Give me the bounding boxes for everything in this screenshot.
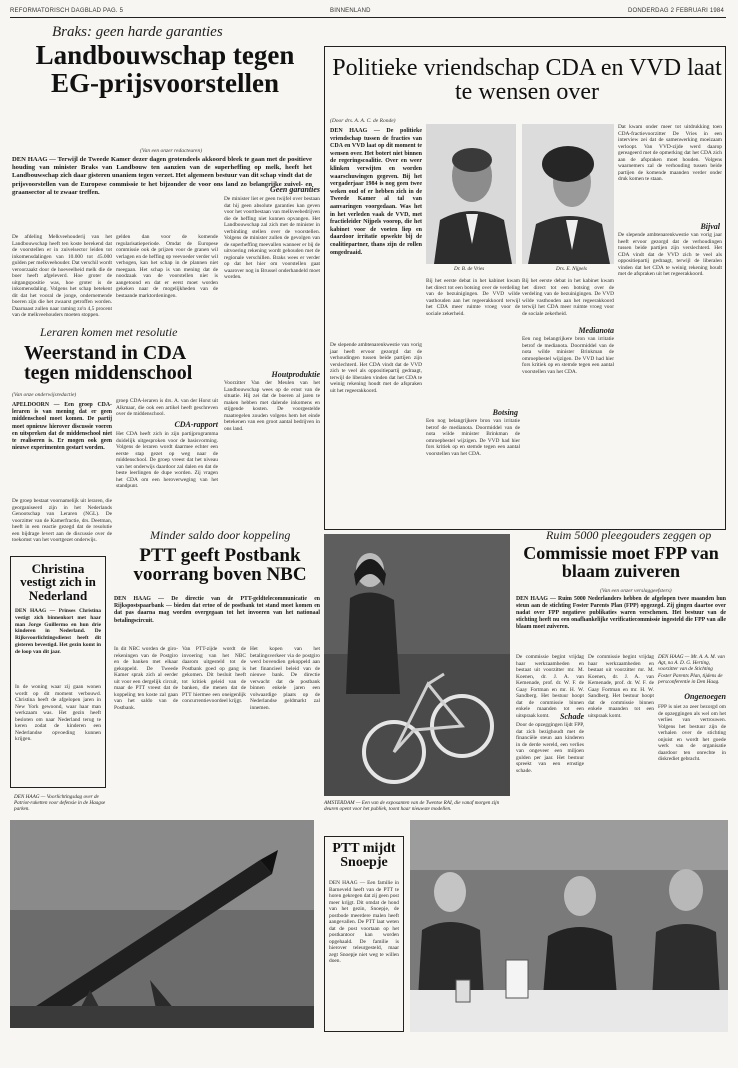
body-column-2: groep CDA-leraren is drs. A. van der Horst uit Alkmaar, die ook een artikel heeft geschreven over de middenschool. <box>116 398 218 417</box>
byline: (Van een onzer redacteuren) <box>140 148 203 154</box>
politiek-col-1: De slepende ambtenarenkwestie van vorig jaar heeft ervoor gezorgd dat de verhoudingen tussen beide partijen zijn verslechterd. Het CDA vindt dat de VVD zich te veel als oppositiepartij gedraagt, terwijl de liberalen vinden dat het CDA te weinig rekening houdt met de afspraken uit het regeerakkoord. <box>330 342 422 394</box>
photo-rocket <box>10 820 314 1028</box>
lead-paragraph: DEN HAAG — De directie van de PTT-geldtelecommunicatie en Rijkspostspaarbank — bieden dat ertoe of de postbank tot stand moet komen en dat pas daarna mag worden overgegaan tot het invoeren van het nationaal betalingscircuit. <box>114 596 320 624</box>
lead-paragraph: DEN HAAG — Ruim 5000 Nederlanders hebben de afgelopen twee maanden hun steun aan de stichting Foster Parents Plan (FPP) opgezegd. Zij gingen daartoe over nadat over FPP negatieve publikaties waren verschenen. Het bestuur van de stichting heeft nu een onafhankelijke verificatiecommissie ingesteld die FPP van alle blaam moet zuiveren. <box>516 596 726 630</box>
body-column-2: Door de opzeggingen lijdt FPP, dat zich bezighoudt met de financiële steun aan kinderen in de derde wereld, een verlies van ongeveer een miljoen gulden per jaar. Het bestuur spreekt van een ernstige schade. <box>516 722 584 774</box>
caption-rocket: DEN HAAG — Voorlichtingsdag over de Patriot-raketten voor defensie in de Haagse parken. <box>14 794 106 813</box>
subheading-schade: Schade <box>560 712 584 721</box>
byline: (Van een onzer verslaggeefsters) <box>600 588 672 594</box>
section-name: BINNENLAND <box>330 8 371 14</box>
kicker: Ruim 5000 pleegouders zeggen op <box>546 528 712 542</box>
politiek-lead: DEN HAAG — De politieke vriendschap tussen de fracties van CDA en VVD laat op dit moment te wensen over. Het botert niet binnen de regeringscoalitie. Over en weer klinken verwijten en worden waarschuwingen gegeven. Bij het vergaderjaar 1984 is nog geen twee weken oud of er hebben zich in de Tweede Kamer al tal van aanvaringen voorgedaan. Was het in het verleden vaak de VVD, met fractieleider Nijpels voorop, die het kabinet voor de voeten liep en daardoor irritatie opwekte bij de coalitiepartner, thans zijn de rollen omgedraaid. <box>330 128 422 256</box>
christina-headline: Christina vestigt zich in Nederland <box>20 561 96 603</box>
photo-de-vries <box>426 124 516 264</box>
subheading-ongenoegen: Ongenoegen <box>684 692 726 701</box>
kicker: Minder saldo door koppeling <box>150 528 291 542</box>
politiek-byline: (Door drs. A. A. C. de Ronde) <box>330 118 396 124</box>
politiek-sub-bijval: Bijval <box>700 222 720 231</box>
photo-nijpels <box>522 124 614 264</box>
politiek-col-2: Bij het eerste debat in het kabinet kwam het direct tot een botsing over de verdeling van de bezuinigingen. De VVD wilde vasthouden aan het regeerakkoord terwijl het CDA meer ruimte vroeg voor de sociale zekerheid. <box>426 278 520 317</box>
politiek-col-4: Bij het eerste debat in het kabinet kwam het direct tot een botsing over de verdeling van de bezuinigingen. De VVD wilde vasthouden aan het regeerakkoord terwijl het CDA meer ruimte vroeg voor de sociale zekerheid. <box>522 278 614 317</box>
subheading: CDA-rapport <box>174 420 218 429</box>
body-column-1: De afdeling Melkveehouderij van het Landbouwschap heeft ten koste berekend dat de voorstellen er in zuivelsector leiden tot inkomensdalingen van 10.000 tot 45.000 gulden per melkveehouder. Dat verschil wordt veroorzaakt door de hoeveelheid melk die de boer heeft afgeleverd. Hoe groter de uitgangspositie was, hoe groter is de inkomensdaling. Volgens het schap betekent dit dat het vooral de jonge, ondernemende boeren zijn die het zwaarst getroffen worden. Daarnaast zullen naar raming zo'n 4,5 procent van de melkveehouders moeten stoppen. <box>12 234 112 318</box>
snoepje-headline: PTT mijdt Snoepje <box>332 841 396 871</box>
politiek-col-right-2: De slepende ambtenarenkwestie van vorig jaar heeft ervoor gezorgd dat de verhoudingen tussen beide partijen zijn verslechterd. Het CDA vindt dat de VVD zich te veel als oppositiepartij gedraagt, terwijl de liberalen vinden dat het CDA te weinig rekening houdt met de afspraken uit het regeerakkoord. <box>618 232 722 277</box>
caption-de-vries: Dr. B. de Vries <box>454 266 485 272</box>
body-column-2: gelden dan voor de komende regularisatieperiode. Omdat de Europese commissie ook de prijzen voor de granen wil verlagen en de heffing op veevoeder verder wil verhogen, kan het schap in de plannen niet meegaan. Het schap is van mening dat de noodzaak van de voorstellen niet is aangetoond en dat er eerst moet worden gekeken naar de mogelijkheden van de bestaande marktordeningen. <box>116 234 218 299</box>
photo-amsterdam-cyclist <box>324 534 510 796</box>
politiek-col-3: Een nog belangrijkere bron van irritatie betrof de medianota. Doormiddel van de nota wilde minister Brinkman de omroepbestel wijzigen. De VVD had hier fors kritiek op en stemde tegen een aantal voorstellen van het CDA. <box>426 418 520 457</box>
politiek-col-right-1: Dat kwam onder meer tot uitdrukking toen CDA-fractievoorzitter De Vries in een interview zei dat de samenwerking moeizaam verloopt. Van VVD-zijde werd daarop gereageerd met de opmerking dat het CDA zich aan de afspraken moet houden. Volgens waarnemers zal de verhouding tussen beide partijen de komende maanden verder onder druk komen te staan. <box>618 124 722 182</box>
issue-date: DONDERDAG 2 FEBRUARI 1984 <box>627 8 724 14</box>
body-column-1: In dit NBC worden de giro-rekeningen van de Postgiro en de banken met elkaar gekoppeld. De Tweede Kamer sprak zich al eerder uit voor een dergelijk circuit, maar de PTT vreest dat de koppeling ten koste zal gaan van het saldo van de Postbank. <box>114 646 178 711</box>
body-column-3: Het CDA heeft zich in zijn partijprogramma duidelijk uitgesproken voor de basisvorming. Volgens de leraren wordt daarmee echter een eerste stap gezet op weg naar de middenschool. De groep vreest dat het niveau van het onderwijs daardoor zal dalen en dat de beste leerlingen de dupe worden. Zij vragen het CDA om een heroverweging van het standpunt. <box>116 431 218 489</box>
header-rule <box>10 17 726 18</box>
politiek-sub-botsing: Botsing <box>492 408 518 417</box>
politiek-headline: Politieke vriendschap CDA en VVD laat te wensen over <box>332 55 722 106</box>
body-column-3: Het kopen van het betalingsverkeer via de postgiro werd bovendien gekoppeld aan het financieel beleid van de nieuwe bank. De directie verwacht dat de postbank binnen enkele jaren een volwaardige plaats op de Nederlandse geldmarkt zal innemen. <box>250 646 320 711</box>
headline: Landbouwschap tegen EG-prijsvoorstellen <box>35 40 295 98</box>
headline: Weerstand in CDA tegen middenschool <box>24 342 193 385</box>
body-column-4: FPP is niet zo zeer bezorgd om de opzeggingen als wel om het verlies van vertrouwen. Volgens het bestuur zijn de verhalen over de stichting onjuist en wordt het goede werk van de organisatie daardoor ten onrechte in diskrediet gebracht. <box>658 704 726 762</box>
christina-lead: DEN HAAG — Prinses Christina vestigt zich binnenkort met haar man Jorge Guillermo en hun drie kinderen in Nederland. De Rijksvoorlichtingsdienst heeft dit gisteren bevestigd. Het gezin komt in de loop van dit jaar. <box>15 608 101 655</box>
kicker: Braks: geen harde garanties <box>52 24 223 40</box>
masthead-left: REFORMATORISCH DAGBLAD PAG. 5 <box>10 8 124 14</box>
body-column-4: Voorzitter Van der Meulen van het Landbouwschap wees op de ernst van de situatie. Hij zei dat de boeren al jaren te maken hebben met dalende inkomens en stijgende kosten. De voorgestelde maatregelen zouden volgens hem het einde betekenen van een groot aantal bedrijven in ons land. <box>224 380 320 432</box>
politiek-sub-medianota: Medianota <box>578 326 614 335</box>
snoepje-body: DEN HAAG — Een familie in Barneveld heeft van de PTT te horen gekregen dat zij geen post meer krijgt. Dit omdat de hond van het gezin, Snoepje, de postbode meerdere malen heeft aangevallen. De PTT laat weten dat de post voortaan op het postkantoor kan worden opgehaald. De familie is hierover teleurgesteld, maar zegt Snoepje niet weg te willen doen. <box>329 880 399 964</box>
subheading-2: Houtproduktie <box>271 370 320 379</box>
caption-nijpels: Drs. E. Nijpels <box>556 266 587 272</box>
caption-amsterdam: AMSTERDAM — Een van de exposanten van de Twentse RAI, die vanaf morgen zijn deuren opent voor het publiek, toont haar nieuwste modellen. <box>324 800 500 813</box>
lead-paragraph: DEN HAAG — Terwijl de Tweede Kamer dezer dagen grotendeels akkoord bleek te gaan met de positieve houding van minister Braks van Landbouw ten aanzien van de superheffing op melk, heeft het Landbouwschap zich daar gisteren unaniem tegen verzet. Het algemeen bestuur van dit schap vindt dat de prijsvoorstellen van de Europese commissie te het bijzonder de voor ons land zo belangrijke zuivel- en graansector al te zwaar treffen. <box>12 156 312 196</box>
subheading: Geen garanties <box>270 185 320 194</box>
kicker: Leraren komen met resolutie <box>40 325 178 339</box>
body-column-3: De commissie begint vrijdag haar werkzaamheden en bestaat uit voorzitter mr. M. Koenen, dr. J. A. van Kemenade, prof. dr. W. F. de Gaay Fortman en mr. H. W. Sandberg. Het bestuur hoopt dat de commissie binnen enkele maanden tot een uitspraak komt. <box>588 654 654 719</box>
body-column-2: Van PTT-zijde wordt de invoering van het NBC daarom uitgesteld tot de Postbank goed op gang is gekomen. Dit besluit heeft tot kritiek geleid van de banken, die menen dat de PTT hiermee een oneigenlijk concurrentievoordeel krijgt. <box>182 646 246 704</box>
byline: (Van onze onderwijsredactie) <box>12 392 77 398</box>
caption-fpp: DEN HAAG — Mr. A. A. M. van Agt, na A. D. G. Herting, voorzitter van de Stichting Foster Parents Plan, tijdens de persconferentie in Den Haag. <box>658 654 725 685</box>
photo-press-conference <box>410 820 728 1032</box>
body-column-1: De groep bestaat voornamelijk uit leraren, die georganiseerd zijn in het Nederlands Genootschap van Leraren (NGL). De voorzitter van de Kamerfractie, drs. Deetman, heeft in een reactie gezegd dat de resolutie een bijdrage levert aan de discussie over de toekomst van het voortgezet onderwijs. <box>12 498 112 543</box>
body-column-3: De minister liet er geen twijfel over bestaan dat hij geen absolute garanties kan geven voor het voortbestaan van melkveebedrijven die de heffing niet kunnen opvangen. Het Landbouwschap zal zich met de minister in verbinding stellen over de voorstellen. Volgens de minister zullen de gevolgen van de superheffing meevallen wanneer er bij de uitvoering rekening wordt gehouden met de regionale verschillen. Braks wees er verder op dat het hier om voorstellen gaat waarover nog in Brussel onderhandeld moet worden. <box>224 196 320 280</box>
headline: PTT geeft Postbank voorrang boven NBC <box>133 545 307 586</box>
body-column-1: De commissie begint vrijdag haar werkzaamheden en bestaat uit voorzitter mr. M. Koenen, dr. J. A. van Kemenade, prof. dr. W. F. de Gaay Fortman en mr. H. W. Sandberg. Het bestuur hoopt dat de commissie binnen enkele maanden tot een uitspraak komt. <box>516 654 584 719</box>
politiek-col-5: Een nog belangrijkere bron van irritatie betrof de medianota. Doormiddel van de nota wilde minister Brinkman de omroepbestel wijzigen. De VVD had hier fors kritiek op en stemde tegen een aantal voorstellen van het CDA. <box>522 336 614 375</box>
headline: Commissie moet FPP van blaam zuiveren <box>523 543 719 582</box>
christina-body: In de woning waar zij gaan wonen wordt op dit moment verbouwd. Christina heeft de afgelopen jaren in New York gewoond, waar haar man werkzaam was. Het gezin heeft besloten om naar Nederland terug te keren zodat de kinderen een Nederlandse opvoeding kunnen krijgen. <box>15 684 101 742</box>
lead-paragraph: APELDOORN — Een groep CDA-leraren is van mening dat er geen middenschool moet komen. De partij moet opnieuw hierover discussie voeren en uitspreken dat de middenschool niet te realiseren is. Er mogen ook geen nieuwe experimenten gestart worden. <box>12 402 112 452</box>
